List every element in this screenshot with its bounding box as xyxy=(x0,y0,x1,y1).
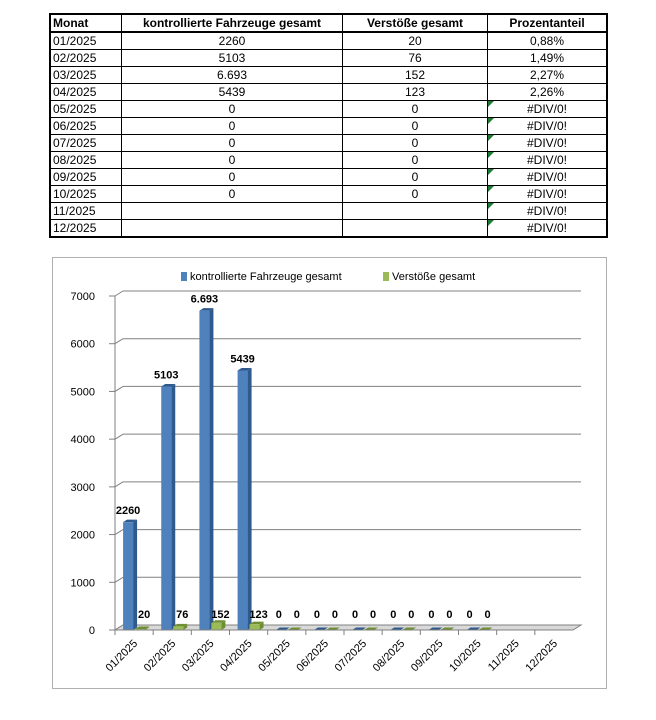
gridline-depth xyxy=(115,291,123,296)
x-tick-label: 03/2025 xyxy=(179,637,217,675)
legend-label: Verstöße gesamt xyxy=(392,271,476,283)
table-row xyxy=(50,101,607,118)
x-tick-label: 06/2025 xyxy=(294,637,332,675)
percent-cell: #DIV/0! xyxy=(488,135,608,152)
month-cell: 08/2025 xyxy=(50,152,122,169)
table-row xyxy=(50,50,607,67)
percent-cell: #DIV/0! xyxy=(488,152,608,169)
vehicles-cell: 0 xyxy=(122,135,343,152)
bar-vehicles xyxy=(199,311,209,630)
data-label: 0 xyxy=(466,609,473,621)
month-cell: 12/2025 xyxy=(50,220,122,238)
data-label: 20 xyxy=(137,609,151,621)
y-tick-label: 2000 xyxy=(70,529,95,542)
bar-violations xyxy=(211,623,221,630)
month-cell: 05/2025 xyxy=(50,101,122,118)
month-cell: 09/2025 xyxy=(50,169,122,186)
violations-cell: 20 xyxy=(343,32,488,50)
table-row xyxy=(50,152,607,169)
data-label: 0 xyxy=(446,609,453,621)
month-cell: 01/2025 xyxy=(50,32,122,50)
percent-cell: #DIV/0! xyxy=(488,118,608,135)
vehicles-cell xyxy=(122,203,343,220)
table-row xyxy=(50,220,607,238)
percent-cell: 2,27% xyxy=(488,67,608,84)
bar-vehicles xyxy=(123,522,133,630)
data-label: 0 xyxy=(408,609,415,621)
data-label: 123 xyxy=(249,609,268,621)
chart-frame xyxy=(52,257,607,689)
data-label: 0 xyxy=(428,609,435,621)
x-tick-label: 12/2025 xyxy=(523,637,561,675)
bar-violations xyxy=(250,624,260,630)
gridline-depth xyxy=(115,386,123,391)
x-tick-label: 10/2025 xyxy=(447,637,484,675)
vehicles-cell: 0 xyxy=(122,169,343,186)
bar-vehicles xyxy=(161,387,171,630)
vehicles-cell: 5439 xyxy=(122,84,343,101)
data-label: 0 xyxy=(331,609,338,621)
vehicles-cell xyxy=(122,220,343,238)
percent-cell: 2,26% xyxy=(488,84,608,101)
month-cell: 06/2025 xyxy=(50,118,122,135)
percent-cell: 0,88% xyxy=(488,32,608,50)
legend-label: kontrollierte Fahrzeuge gesamt xyxy=(190,271,342,283)
percent-cell: #DIV/0! xyxy=(488,220,608,238)
gridline-depth xyxy=(115,339,123,344)
bar-side xyxy=(171,384,175,630)
vehicles-cell: 0 xyxy=(122,186,343,203)
gridline-depth xyxy=(115,434,123,439)
y-tick-label: 3000 xyxy=(70,481,95,494)
violations-cell: 0 xyxy=(343,152,488,169)
percent-cell: #DIV/0! xyxy=(488,101,608,118)
data-label: 6.693 xyxy=(190,293,219,306)
bar-side xyxy=(248,368,252,630)
violations-cell: 76 xyxy=(343,50,488,67)
x-tick-label: 01/2025 xyxy=(103,637,141,675)
data-label: 76 xyxy=(176,609,189,621)
y-tick-label: 6000 xyxy=(70,338,95,351)
month-cell: 11/2025 xyxy=(50,203,122,220)
table-row xyxy=(50,84,607,101)
data-label: 0 xyxy=(484,609,491,621)
gridline-depth xyxy=(115,482,123,487)
data-label: 2260 xyxy=(115,505,141,518)
x-tick-label: 05/2025 xyxy=(256,637,293,675)
violations-cell: 0 xyxy=(343,135,488,152)
violations-cell: 0 xyxy=(343,118,488,135)
vehicles-cell: 2260 xyxy=(122,32,343,50)
header-vehicles: kontrollierte Fahrzeuge gesamt xyxy=(122,14,343,32)
vehicles-cell: 0 xyxy=(122,152,343,169)
plot-back-wall xyxy=(123,291,581,625)
x-tick-label: 09/2025 xyxy=(408,637,446,675)
bar-violations xyxy=(173,626,183,630)
data-label: 0 xyxy=(275,609,282,621)
header-percent: Prozentanteil xyxy=(488,14,608,32)
table-row xyxy=(50,67,607,84)
data-label: 5103 xyxy=(154,369,179,382)
bar-vehicles xyxy=(238,370,248,630)
bar-chart xyxy=(53,258,606,688)
table-header-row xyxy=(50,14,607,32)
table-row xyxy=(50,186,607,203)
bar-side xyxy=(133,520,137,630)
gridline-depth xyxy=(115,577,123,582)
y-tick-label: 1000 xyxy=(70,577,95,590)
y-tick-label: 4000 xyxy=(70,434,95,447)
header-month: Monat xyxy=(50,14,122,32)
percent-cell: #DIV/0! xyxy=(488,169,608,186)
data-label: 152 xyxy=(211,609,230,621)
header-violations: Verstöße gesamt xyxy=(343,14,488,32)
table-row xyxy=(50,203,607,220)
data-label: 0 xyxy=(352,609,359,621)
percent-cell: #DIV/0! xyxy=(488,186,608,203)
month-cell: 04/2025 xyxy=(50,84,122,101)
y-tick-label: 0 xyxy=(88,625,95,637)
month-cell: 02/2025 xyxy=(50,50,122,67)
y-tick-label: 5000 xyxy=(70,386,95,399)
violations-cell: 0 xyxy=(343,169,488,186)
data-table xyxy=(49,13,608,238)
violations-cell: 123 xyxy=(343,84,488,101)
vehicles-cell: 0 xyxy=(122,118,343,135)
table-row xyxy=(50,32,607,50)
percent-cell: #DIV/0! xyxy=(488,203,608,220)
percent-cell: 1,49% xyxy=(488,50,608,67)
vehicles-cell: 6.693 xyxy=(122,67,343,84)
data-label: 0 xyxy=(313,609,320,621)
x-tick-label: 02/2025 xyxy=(141,637,179,675)
x-tick-label: 08/2025 xyxy=(370,637,408,675)
bar-side xyxy=(209,308,213,630)
gridline-depth xyxy=(115,530,123,535)
x-tick-label: 04/2025 xyxy=(218,637,255,675)
violations-cell: 0 xyxy=(343,101,488,118)
x-tick-label: 07/2025 xyxy=(332,637,370,675)
legend-swatch-violations xyxy=(383,272,389,281)
data-label: 0 xyxy=(390,609,397,621)
data-label: 0 xyxy=(370,609,377,621)
table-row xyxy=(50,169,607,186)
vehicles-cell: 0 xyxy=(122,101,343,118)
vehicles-cell: 5103 xyxy=(122,50,343,67)
month-cell: 07/2025 xyxy=(50,135,122,152)
x-tick-label: 11/2025 xyxy=(485,637,522,674)
month-cell: 10/2025 xyxy=(50,186,122,203)
legend-swatch-vehicles xyxy=(181,272,187,281)
table-row xyxy=(50,118,607,135)
table-row xyxy=(50,135,607,152)
violations-cell: 0 xyxy=(343,186,488,203)
data-label: 5439 xyxy=(230,353,255,366)
violations-cell: 152 xyxy=(343,67,488,84)
month-cell: 03/2025 xyxy=(50,67,122,84)
violations-cell xyxy=(343,220,488,238)
violations-cell xyxy=(343,203,488,220)
data-label: 0 xyxy=(293,609,300,621)
y-tick-label: 7000 xyxy=(70,291,95,303)
